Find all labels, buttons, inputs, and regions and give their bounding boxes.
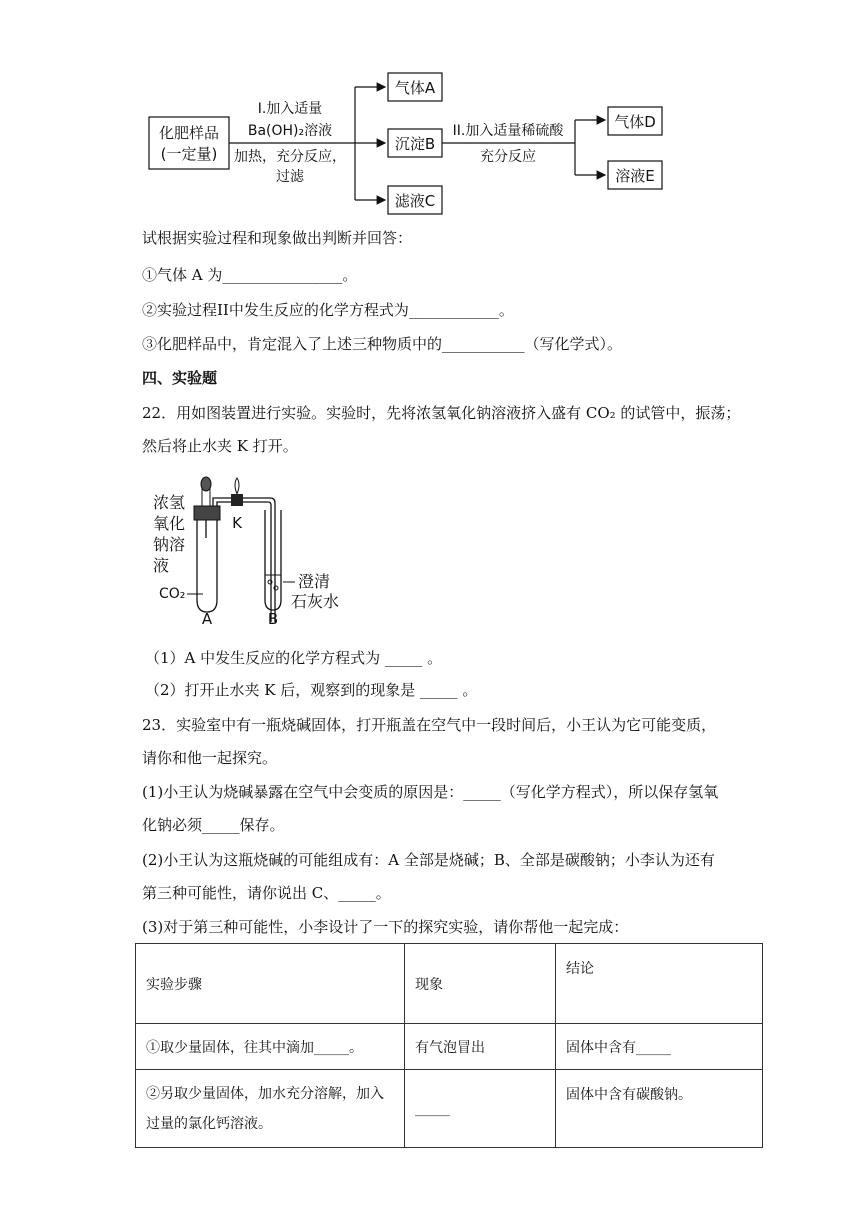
dropper-bulb (201, 477, 211, 491)
step1-label-1: I.加入适量 (257, 101, 323, 117)
q22-line-1: 22．用如图装置进行实验。实验时，先将浓氢氧化钠溶液挤入盛有 CO₂ 的试管中，振荡； (142, 404, 741, 422)
sample-label-1: 化肥样品 (158, 124, 220, 142)
stopper-a (194, 506, 220, 520)
question-3: ③化肥样品中，肯定混入了上述三种物质中的___________（写化学式）。 (142, 335, 623, 353)
q23-part-1b: 化钠必须_____保存。 (142, 816, 285, 834)
table-header-row (136, 944, 763, 1024)
header-cell: 结论 (556, 944, 763, 1024)
naoh-label-2: 氧化 (153, 514, 186, 533)
naoh-label-1: 浓氢 (153, 493, 186, 512)
table-cell: 固体中含有碳酸钠。 (556, 1070, 763, 1148)
header-cell: 现象 (405, 944, 556, 1024)
tube-a-label: A (201, 610, 213, 628)
table-cell: ②另取少量固体，加水充分溶解，加入过量的氯化钙溶液。 (136, 1070, 405, 1148)
q22-part-1: （1）A 中发生反应的化学方程式为 _____ 。 (145, 649, 443, 667)
q22-line-2: 然后将止水夹 K 打开。 (142, 437, 298, 455)
table-cell: 固体中含有_____ (556, 1024, 763, 1070)
step2-label-2: 充分反应 (480, 149, 536, 165)
intro-text: 试根据实验过程和现象做出判断并回答： (142, 229, 413, 247)
co2-label: CO₂ (159, 586, 186, 602)
apparatus-diagram (145, 470, 365, 628)
table-cell: _____ (405, 1070, 556, 1148)
limewater-label-2: 石灰水 (291, 592, 340, 611)
test-tube-b (265, 510, 281, 610)
section-heading: 四、实验题 (142, 369, 218, 387)
q23-part-2b: 第三种可能性，请你说出 C、_____。 (142, 884, 391, 902)
solution-e-label: 溶液E (615, 167, 655, 185)
header-cell: 实验步骤 (136, 944, 405, 1024)
step2-label-1: II.加入适量稀硫酸 (452, 123, 564, 139)
table-row (136, 1024, 763, 1070)
sample-label-2: (一定量) (160, 145, 218, 163)
q23-part-3: (3)对于第三种可能性，小李设计了一下的探究实验，请你帮他一起完成： (142, 918, 629, 936)
limewater-label-1: 澄清 (298, 572, 331, 591)
test-tube-a (197, 512, 217, 612)
gas-a-label: 气体A (394, 79, 436, 97)
table-cell: 有气泡冒出 (405, 1024, 556, 1070)
table-cell: ①取少量固体，往其中滴加_____。 (136, 1024, 405, 1070)
q22-part-2: （2）打开止水夹 K 后，观察到的现象是 _____ 。 (145, 681, 478, 699)
experiment-table (135, 943, 763, 1148)
clamp-k (231, 494, 243, 506)
naoh-label-3: 钠溶 (153, 535, 186, 554)
tube-b-label: B (267, 610, 279, 628)
clamp-label: K (232, 514, 242, 532)
flow-diagram (140, 65, 700, 220)
step1-label-3: 加热，充分反应， (234, 149, 346, 165)
question-2: ②实验过程II中发生反应的化学方程式为____________。 (142, 301, 514, 319)
gas-d-label: 气体D (614, 113, 656, 131)
question-1: ①气体 A 为________________。 (142, 266, 358, 284)
step1-label-2: Ba(OH)₂溶液 (247, 123, 333, 139)
table-row (136, 1070, 763, 1148)
precip-b-label: 沉淀B (394, 135, 436, 153)
q23-part-1a: (1)小王认为烧碱暴露在空气中会变质的原因是：_____（写化学方程式），所以保存氢氧 (142, 783, 719, 801)
filtrate-c-label: 滤液C (394, 192, 436, 210)
step1-label-4: 过滤 (276, 169, 304, 185)
q23-part-2a: (2)小王认为这瓶烧碱的可能组成有：A 全部是烧碱；B、全部是碳酸钠；小李认为还有 (142, 851, 715, 869)
naoh-label-4: 液 (153, 556, 170, 575)
q23-line-1: 23．实验室中有一瓶烧碱固体，打开瓶盖在空气中一段时间后，小王认为它可能变质， (142, 716, 717, 734)
q23-line-2: 请你和他一起探究。 (142, 749, 278, 767)
